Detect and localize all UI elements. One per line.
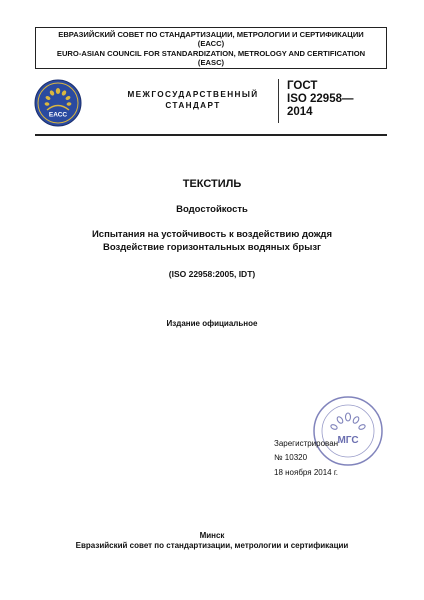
document-title: ТЕКСТИЛЬ (182, 178, 242, 190)
council-abbr-ru: (ЕАСС) (197, 39, 225, 49)
footer-organization: Евразийский совет по стандартизации, метрологии и сертификации (75, 541, 349, 550)
document-subject-line1: Испытания на устойчивость к воздействию дождя (91, 229, 333, 240)
easc-emblem-icon (34, 79, 82, 127)
council-name-ru: ЕВРАЗИЙСКИЙ СОВЕТ ПО СТАНДАРТИЗАЦИИ, МЕТРОЛОГИИ И СЕРТИФИКАЦИИ (58, 30, 364, 39)
council-abbr-en: (EASC) (197, 58, 225, 68)
edition-note: Издание официальное (166, 319, 258, 328)
document-subject-line2: Воздействие горизонтальных водяных брызг (102, 242, 322, 253)
stamp-label: МГС (337, 435, 359, 446)
registration-label: Зарегистрирован (274, 439, 339, 448)
gost-code-line1: ГОСТ (287, 80, 318, 92)
document-subtitle: Водостойкость (176, 204, 248, 215)
footer-city: Минск (199, 531, 225, 540)
registration-block (274, 437, 338, 480)
registration-date: 18 ноября 2014 г. (274, 467, 338, 477)
header-rule (35, 134, 387, 136)
designation-line1: МЕЖГОСУДАРСТВЕННЫЙ (127, 90, 259, 99)
designation-line2: СТАНДАРТ (165, 101, 221, 110)
gost-code (287, 80, 353, 119)
council-header (35, 27, 387, 69)
registration-number: № 10320 (274, 453, 308, 463)
iso-reference: (ISO 22958:2005, IDT) (168, 269, 256, 279)
council-name-en: EURO-ASIAN COUNCIL FOR STANDARDIZATION, METROLOGY AND CERTIFICATION (56, 48, 366, 58)
header-divider (278, 79, 279, 123)
gost-code-line3: 2014 (287, 106, 313, 118)
gost-code-line2: ISO 22958— (287, 93, 354, 105)
emblem-label: ЕАСС (48, 111, 68, 119)
standard-designation (113, 89, 273, 111)
